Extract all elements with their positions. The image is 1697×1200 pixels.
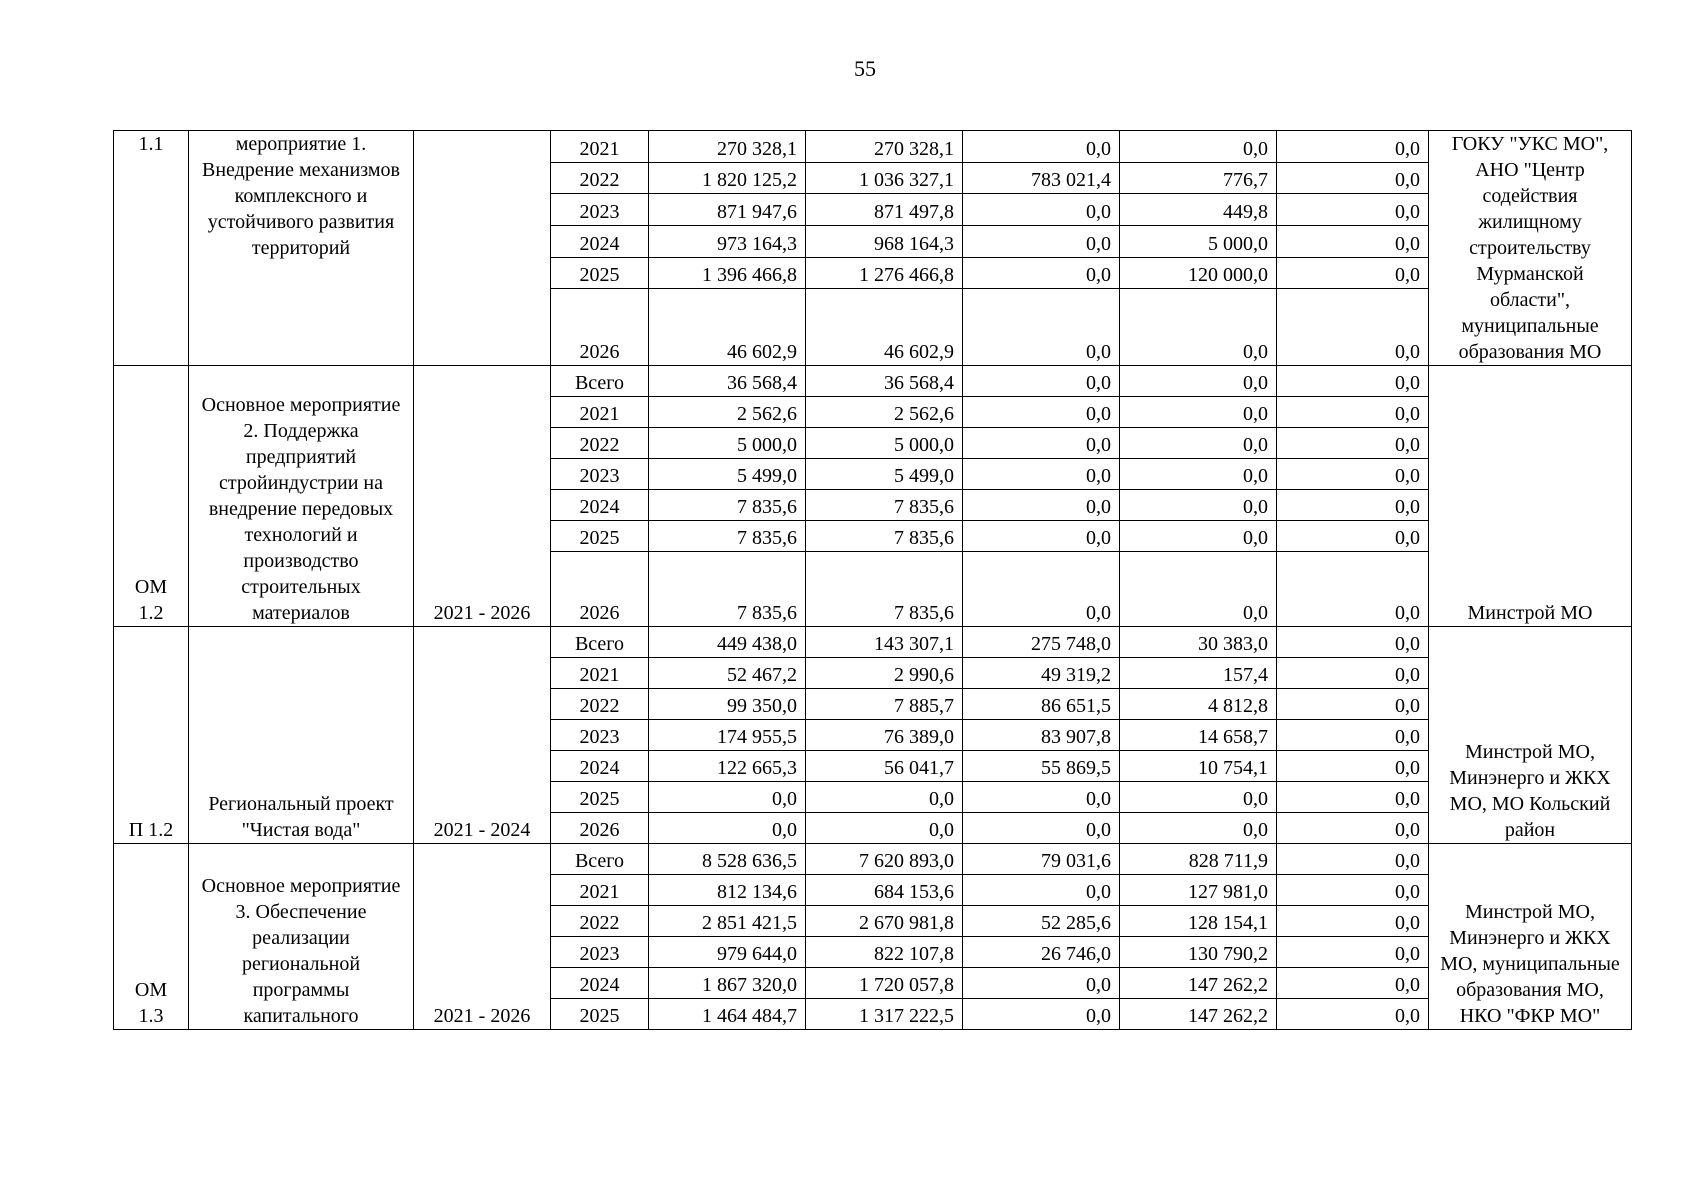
local-budget-cell: 0,0 [1120,428,1277,459]
year-cell: 2021 [551,875,649,906]
table-row [114,131,1632,163]
total-cell: 0,0 [649,782,806,813]
regional-budget-cell: 822 107,8 [806,937,963,968]
total-cell: 7 835,6 [649,552,806,627]
measure-code: ОМ 1.2 [114,366,189,627]
regional-budget-cell: 36 568,4 [806,366,963,397]
regional-budget-cell: 2 990,6 [806,658,963,689]
regional-budget-cell: 7 835,6 [806,552,963,627]
year-cell: 2023 [551,937,649,968]
total-cell: 1 396 466,8 [649,257,806,289]
federal-budget-cell: 0,0 [963,875,1120,906]
executor: Минстрой МО, Минэнерго и ЖКХ МО, МО Кольский район [1429,627,1632,844]
total-cell: 36 568,4 [649,366,806,397]
local-budget-cell: 0,0 [1120,813,1277,844]
measure-period: 2021 - 2024 [414,627,551,844]
local-budget-cell: 828 711,9 [1120,844,1277,875]
measure-description: Основное мероприятие 3. Обеспечение реализации региональной программы капитального [189,844,414,1030]
year-cell: 2024 [551,968,649,999]
regional-budget-cell: 871 497,8 [806,194,963,226]
total-cell: 1 464 484,7 [649,999,806,1030]
federal-budget-cell: 49 319,2 [963,658,1120,689]
measure-period: 2021 - 2026 [414,366,551,627]
total-cell: 5 000,0 [649,428,806,459]
year-cell: 2022 [551,162,649,194]
table-row [114,844,1632,875]
regional-budget-cell: 7 835,6 [806,521,963,552]
other-sources-cell: 0,0 [1277,131,1429,163]
year-cell: 2024 [551,490,649,521]
other-sources-cell: 0,0 [1277,689,1429,720]
total-cell: 812 134,6 [649,875,806,906]
federal-budget-cell: 0,0 [963,968,1120,999]
other-sources-cell: 0,0 [1277,782,1429,813]
year-cell: 2021 [551,397,649,428]
total-cell: 1 867 320,0 [649,968,806,999]
local-budget-cell: 10 754,1 [1120,751,1277,782]
year-cell: 2025 [551,782,649,813]
local-budget-cell: 0,0 [1120,131,1277,163]
other-sources-cell: 0,0 [1277,194,1429,226]
federal-budget-cell: 275 748,0 [963,627,1120,658]
other-sources-cell: 0,0 [1277,459,1429,490]
year-cell: 2021 [551,131,649,163]
financing-table [113,130,1632,1030]
total-cell: 5 499,0 [649,459,806,490]
federal-budget-cell: 0,0 [963,131,1120,163]
regional-budget-cell: 968 164,3 [806,226,963,258]
regional-budget-cell: 5 000,0 [806,428,963,459]
local-budget-cell: 0,0 [1120,552,1277,627]
executor: ГОКУ "УКС МО", АНО "Центр содействия жилищному строительству Мурманской области", муниципальные образования МО [1429,131,1632,366]
regional-budget-cell: 7 620 893,0 [806,844,963,875]
total-cell: 8 528 636,5 [649,844,806,875]
total-cell: 46 602,9 [649,289,806,366]
table-row [114,366,1632,397]
year-cell: 2023 [551,194,649,226]
federal-budget-cell: 0,0 [963,428,1120,459]
regional-budget-cell: 56 041,7 [806,751,963,782]
federal-budget-cell: 0,0 [963,490,1120,521]
year-cell: 2024 [551,226,649,258]
total-cell: 7 835,6 [649,490,806,521]
total-cell: 2 562,6 [649,397,806,428]
federal-budget-cell: 0,0 [963,366,1120,397]
local-budget-cell: 0,0 [1120,459,1277,490]
total-cell: 2 851 421,5 [649,906,806,937]
year-cell: 2022 [551,689,649,720]
federal-budget-cell: 0,0 [963,813,1120,844]
other-sources-cell: 0,0 [1277,162,1429,194]
federal-budget-cell: 0,0 [963,194,1120,226]
local-budget-cell: 0,0 [1120,521,1277,552]
federal-budget-cell: 0,0 [963,521,1120,552]
regional-budget-cell: 7 885,7 [806,689,963,720]
other-sources-cell: 0,0 [1277,906,1429,937]
table-row [114,627,1632,658]
regional-budget-cell: 270 328,1 [806,131,963,163]
local-budget-cell: 128 154,1 [1120,906,1277,937]
year-cell: Всего [551,627,649,658]
total-cell: 1 820 125,2 [649,162,806,194]
local-budget-cell: 130 790,2 [1120,937,1277,968]
total-cell: 270 328,1 [649,131,806,163]
local-budget-cell: 0,0 [1120,366,1277,397]
year-cell: 2023 [551,459,649,490]
other-sources-cell: 0,0 [1277,999,1429,1030]
year-cell: 2025 [551,999,649,1030]
total-cell: 7 835,6 [649,521,806,552]
federal-budget-cell: 55 869,5 [963,751,1120,782]
other-sources-cell: 0,0 [1277,428,1429,459]
other-sources-cell: 0,0 [1277,968,1429,999]
local-budget-cell: 0,0 [1120,490,1277,521]
total-cell: 0,0 [649,813,806,844]
executor: Минстрой МО, Минэнерго и ЖКХ МО, муниципальные образования МО, НКО "ФКР МО" [1429,844,1632,1030]
regional-budget-cell: 1 720 057,8 [806,968,963,999]
local-budget-cell: 4 812,8 [1120,689,1277,720]
local-budget-cell: 120 000,0 [1120,257,1277,289]
measure-description: Основное мероприятие 2. Поддержка предприятий стройиндустрии на внедрение передовых технологий и производство строительных материалов [189,366,414,627]
total-cell: 99 350,0 [649,689,806,720]
local-budget-cell: 776,7 [1120,162,1277,194]
measure-period: 2021 - 2026 [414,844,551,1030]
measure-description: мероприятие 1. Внедрение механизмов комплексного и устойчивого развития территорий [189,131,414,366]
regional-budget-cell: 1 276 466,8 [806,257,963,289]
federal-budget-cell: 0,0 [963,999,1120,1030]
federal-budget-cell: 0,0 [963,459,1120,490]
total-cell: 52 467,2 [649,658,806,689]
regional-budget-cell: 2 562,6 [806,397,963,428]
other-sources-cell: 0,0 [1277,658,1429,689]
local-budget-cell: 0,0 [1120,782,1277,813]
year-cell: 2024 [551,751,649,782]
total-cell: 871 947,6 [649,194,806,226]
year-cell: 2022 [551,906,649,937]
local-budget-cell: 5 000,0 [1120,226,1277,258]
other-sources-cell: 0,0 [1277,289,1429,366]
measure-code: ОМ 1.3 [114,844,189,1030]
regional-budget-cell: 76 389,0 [806,720,963,751]
regional-budget-cell: 5 499,0 [806,459,963,490]
year-cell: 2022 [551,428,649,459]
other-sources-cell: 0,0 [1277,397,1429,428]
federal-budget-cell: 0,0 [963,289,1120,366]
other-sources-cell: 0,0 [1277,937,1429,968]
federal-budget-cell: 0,0 [963,397,1120,428]
federal-budget-cell: 26 746,0 [963,937,1120,968]
federal-budget-cell: 0,0 [963,552,1120,627]
regional-budget-cell: 46 602,9 [806,289,963,366]
local-budget-cell: 147 262,2 [1120,999,1277,1030]
total-cell: 979 644,0 [649,937,806,968]
other-sources-cell: 0,0 [1277,627,1429,658]
other-sources-cell: 0,0 [1277,751,1429,782]
regional-budget-cell: 0,0 [806,782,963,813]
page-number: 55 [854,56,876,81]
regional-budget-cell: 1 317 222,5 [806,999,963,1030]
other-sources-cell: 0,0 [1277,490,1429,521]
year-cell: 2025 [551,521,649,552]
executor: Минстрой МО [1429,366,1632,627]
federal-budget-cell: 79 031,6 [963,844,1120,875]
regional-budget-cell: 684 153,6 [806,875,963,906]
local-budget-cell: 147 262,2 [1120,968,1277,999]
regional-budget-cell: 2 670 981,8 [806,906,963,937]
local-budget-cell: 157,4 [1120,658,1277,689]
federal-budget-cell: 783 021,4 [963,162,1120,194]
federal-budget-cell: 52 285,6 [963,906,1120,937]
year-cell: 2025 [551,257,649,289]
federal-budget-cell: 0,0 [963,257,1120,289]
total-cell: 449 438,0 [649,627,806,658]
other-sources-cell: 0,0 [1277,552,1429,627]
other-sources-cell: 0,0 [1277,521,1429,552]
total-cell: 122 665,3 [649,751,806,782]
other-sources-cell: 0,0 [1277,257,1429,289]
measure-period [414,131,551,366]
federal-budget-cell: 86 651,5 [963,689,1120,720]
local-budget-cell: 14 658,7 [1120,720,1277,751]
year-cell: 2026 [551,552,649,627]
other-sources-cell: 0,0 [1277,226,1429,258]
other-sources-cell: 0,0 [1277,366,1429,397]
year-cell: 2023 [551,720,649,751]
other-sources-cell: 0,0 [1277,720,1429,751]
year-cell: 2021 [551,658,649,689]
measure-description: Региональный проект "Чистая вода" [189,627,414,844]
year-cell: 2026 [551,289,649,366]
year-cell: Всего [551,844,649,875]
federal-budget-cell: 83 907,8 [963,720,1120,751]
local-budget-cell: 449,8 [1120,194,1277,226]
local-budget-cell: 0,0 [1120,397,1277,428]
regional-budget-cell: 143 307,1 [806,627,963,658]
total-cell: 174 955,5 [649,720,806,751]
local-budget-cell: 0,0 [1120,289,1277,366]
local-budget-cell: 127 981,0 [1120,875,1277,906]
federal-budget-cell: 0,0 [963,226,1120,258]
other-sources-cell: 0,0 [1277,844,1429,875]
year-cell: Всего [551,366,649,397]
federal-budget-cell: 0,0 [963,782,1120,813]
local-budget-cell: 30 383,0 [1120,627,1277,658]
regional-budget-cell: 0,0 [806,813,963,844]
other-sources-cell: 0,0 [1277,875,1429,906]
other-sources-cell: 0,0 [1277,813,1429,844]
measure-code: П 1.2 [114,627,189,844]
regional-budget-cell: 1 036 327,1 [806,162,963,194]
regional-budget-cell: 7 835,6 [806,490,963,521]
measure-code: 1.1 [114,131,189,366]
total-cell: 973 164,3 [649,226,806,258]
year-cell: 2026 [551,813,649,844]
